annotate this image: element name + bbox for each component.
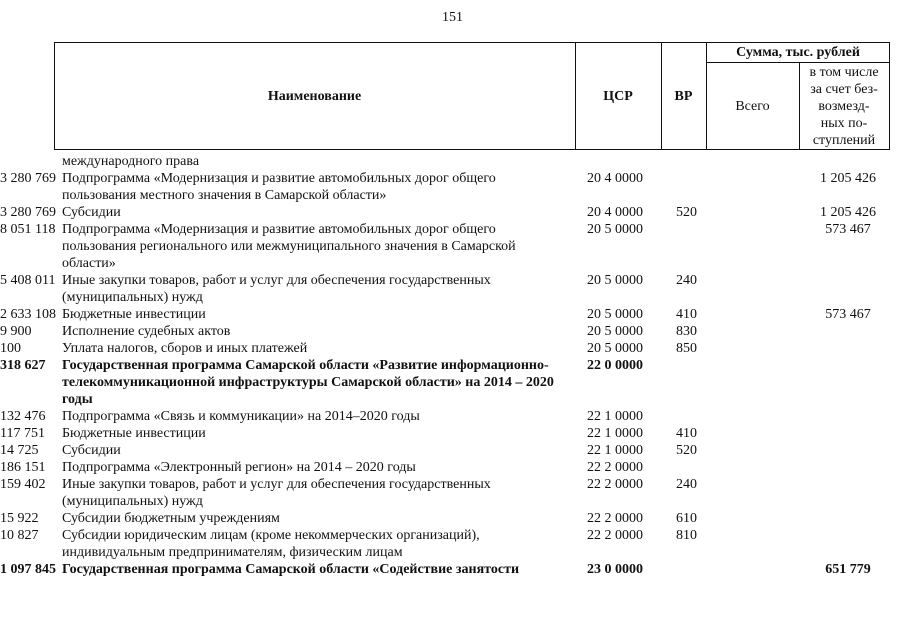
table-row <box>0 425 905 442</box>
row-total: 3 280 769 <box>0 205 56 220</box>
row-total: 318 627 <box>0 358 46 373</box>
row-name: Подпрограмма «Связь и коммуникации» на 2014–2020 годы <box>62 409 420 424</box>
row-name: Субсидии бюджетным учреждениям <box>62 511 280 526</box>
table-row <box>0 459 905 476</box>
row-name: Государственная программа Самарской области «Развитие информационно-телекоммуникационной инфраструктуры Самарской области» на 2014 – 2020 годы <box>62 358 554 407</box>
row-total: 1 097 845 <box>0 562 56 577</box>
row-csr: 20 5 0000 <box>587 307 643 322</box>
table-row <box>0 221 905 272</box>
row-total: 14 725 <box>0 443 39 458</box>
table-row <box>0 323 905 340</box>
header-free: в том числе за счет без-возмезд-ных по-ступлений <box>809 64 879 148</box>
row-csr: 20 4 0000 <box>587 171 643 186</box>
header-sum: Сумма, тыс. рублей <box>736 44 860 60</box>
row-name: Бюджетные инвестиции <box>62 307 206 322</box>
row-total: 132 476 <box>0 409 46 424</box>
row-name: Субсидии <box>62 443 121 458</box>
row-total: 117 751 <box>0 426 45 441</box>
row-free: 573 467 <box>825 307 871 322</box>
row-name: Подпрограмма «Модернизация и развитие автомобильных дорог общего пользования местного значения в Самарской области» <box>62 171 496 203</box>
row-name: Иные закупки товаров, работ и услуг для обеспечения государственных (муниципальных) нужд <box>62 477 491 509</box>
row-csr: 22 1 0000 <box>587 409 643 424</box>
row-vr: 850 <box>676 341 697 356</box>
table-row <box>0 510 905 527</box>
row-free: 1 205 426 <box>820 205 876 220</box>
table-row <box>0 272 905 306</box>
row-name: Государственная программа Самарской области «Содействие занятости <box>62 562 520 577</box>
row-free: 1 205 426 <box>820 171 876 186</box>
row-free: 651 779 <box>825 562 871 577</box>
row-name: международного права <box>62 154 200 169</box>
row-vr: 810 <box>676 528 697 543</box>
row-vr: 410 <box>676 426 697 441</box>
row-total: 15 922 <box>0 511 39 526</box>
row-vr: 410 <box>676 307 697 322</box>
table-row <box>0 170 905 204</box>
row-name: Уплата налогов, сборов и иных платежей <box>62 341 308 356</box>
row-csr: 22 2 0000 <box>587 477 643 492</box>
row-name: Исполнение судебных актов <box>62 324 231 339</box>
table-row <box>0 476 905 510</box>
table-row <box>0 340 905 357</box>
row-name: Подпрограмма «Модернизация и развитие автомобильных дорог общего пользования регионального или межмуниципального значения в Самарской области» <box>62 222 516 271</box>
row-total: 159 402 <box>0 477 46 492</box>
table-row <box>0 306 905 323</box>
row-csr: 20 5 0000 <box>587 324 643 339</box>
row-total: 8 051 118 <box>0 222 56 237</box>
row-csr: 22 2 0000 <box>587 511 643 526</box>
row-csr: 22 2 0000 <box>587 460 643 475</box>
row-csr: 20 5 0000 <box>587 273 643 288</box>
header-csr: ЦСР <box>603 88 633 104</box>
row-vr: 240 <box>676 477 697 492</box>
row-vr: 240 <box>676 273 697 288</box>
table-body <box>0 153 905 578</box>
row-name: Субсидии юридическим лицам (кроме некоммерческих организаций), индивидуальным предпринимателям, физическим лицам <box>62 528 480 560</box>
row-csr: 20 4 0000 <box>587 205 643 220</box>
header-vr: ВР <box>674 88 693 104</box>
table-row <box>0 357 905 408</box>
row-vr: 520 <box>676 205 697 220</box>
table-row <box>0 527 905 561</box>
row-free: 573 467 <box>825 222 871 237</box>
table-row <box>0 561 905 578</box>
row-total: 2 633 108 <box>0 307 56 322</box>
row-vr: 610 <box>676 511 697 526</box>
row-total: 5 408 011 <box>0 273 56 288</box>
row-csr: 23 0 0000 <box>587 562 643 577</box>
header-name: Наименование <box>267 88 362 104</box>
row-total: 186 151 <box>0 460 46 475</box>
row-csr: 20 5 0000 <box>587 341 643 356</box>
header-total: Всего <box>735 98 770 114</box>
table-row <box>0 153 905 170</box>
row-csr: 22 1 0000 <box>587 426 643 441</box>
row-vr: 520 <box>676 443 697 458</box>
row-csr: 22 1 0000 <box>587 443 643 458</box>
row-total: 3 280 769 <box>0 171 56 186</box>
row-csr: 22 0 0000 <box>587 358 643 373</box>
row-total: 10 827 <box>0 528 39 543</box>
row-total: 9 900 <box>0 324 32 339</box>
row-vr: 830 <box>676 324 697 339</box>
table-row <box>0 204 905 221</box>
page-number: 151 <box>442 10 463 25</box>
row-name: Иные закупки товаров, работ и услуг для обеспечения государственных (муниципальных) нужд <box>62 273 491 305</box>
table-row <box>0 408 905 425</box>
row-name: Бюджетные инвестиции <box>62 426 206 441</box>
row-csr: 20 5 0000 <box>587 222 643 237</box>
table-header <box>54 42 890 150</box>
row-csr: 22 2 0000 <box>587 528 643 543</box>
row-name: Подпрограмма «Электронный регион» на 2014 – 2020 годы <box>62 460 416 475</box>
row-name: Субсидии <box>62 205 121 220</box>
table-row <box>0 442 905 459</box>
row-total: 100 <box>0 341 21 356</box>
